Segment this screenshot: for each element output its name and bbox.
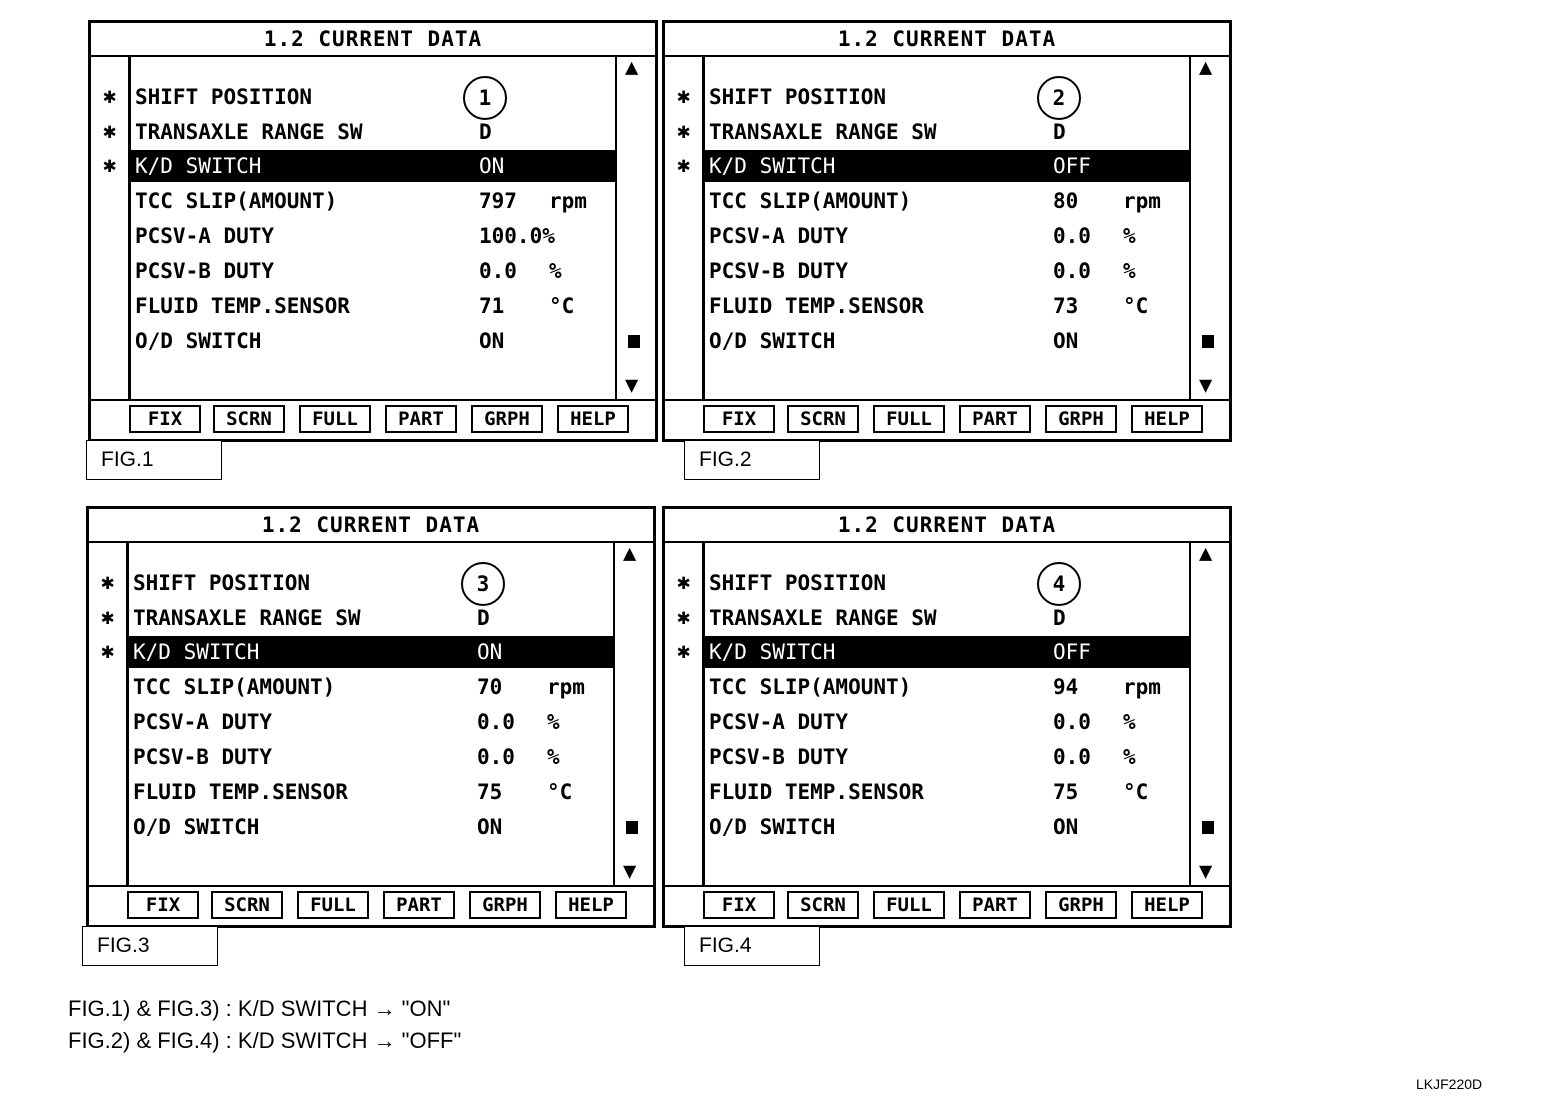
parameter-label: TRANSAXLE RANGE SW [709,120,937,144]
scroll-thumb[interactable] [628,335,640,348]
data-row[interactable] [131,81,615,113]
scroll-up-icon[interactable]: ▲ [1199,55,1213,80]
selected-star-icon: ✱ [103,84,117,109]
parameter-unit: % [1123,745,1136,769]
parameter-value: 0.0 [479,259,517,283]
data-row[interactable] [129,811,613,843]
screen-title: 1.2 CURRENT DATA [665,23,1229,57]
data-row[interactable] [705,150,1189,182]
data-row[interactable] [131,150,615,182]
parameter-value: 94 [1053,675,1079,699]
button-full[interactable]: FULL [873,405,945,433]
selected-star-icon: ✱ [677,119,691,144]
parameter-label: K/D SWITCH [709,154,836,178]
parameter-value: 75 [477,780,503,804]
parameter-value: 71 [479,294,505,318]
parameter-label: TRANSAXLE RANGE SW [135,120,363,144]
parameter-label: TCC SLIP(AMOUNT) [709,675,912,699]
parameter-value: 80 [1053,189,1079,213]
parameter-label: PCSV-B DUTY [133,745,273,769]
data-row[interactable] [705,116,1189,148]
parameter-value: OFF [1053,640,1091,664]
scroll-up-icon[interactable]: ▲ [623,541,637,566]
parameter-value: ON [479,329,505,353]
data-row[interactable] [129,671,613,703]
button-full[interactable]: FULL [873,891,945,919]
selected-star-icon: ✱ [103,153,117,178]
data-row[interactable] [705,290,1189,322]
button-grph[interactable]: GRPH [469,891,541,919]
parameter-label: FLUID TEMP.SENSOR [135,294,350,318]
data-row[interactable] [131,290,615,322]
screen-title: 1.2 CURRENT DATA [91,23,655,57]
screen-title: 1.2 CURRENT DATA [665,509,1229,543]
parameter-label: TRANSAXLE RANGE SW [133,606,361,630]
figure-code: LKJF220D [1416,1076,1483,1092]
parameter-label: FLUID TEMP.SENSOR [709,294,924,318]
figure-label: FIG.2 [684,440,820,480]
callout-number: 1 [463,76,507,120]
data-row[interactable] [129,602,613,634]
button-help[interactable]: HELP [1131,891,1203,919]
button-fix[interactable]: FIX [703,891,775,919]
data-row[interactable] [131,220,615,252]
parameter-label: K/D SWITCH [133,640,260,664]
parameter-value: 0.0 [477,710,515,734]
parameter-label: SHIFT POSITION [709,571,887,595]
button-help[interactable]: HELP [1131,405,1203,433]
parameter-label: FLUID TEMP.SENSOR [709,780,924,804]
callout-number: 4 [1037,562,1081,606]
scrollbar[interactable] [1189,55,1229,401]
data-row[interactable] [129,636,613,668]
parameter-label: PCSV-B DUTY [135,259,275,283]
scan-tool-screen-4 [662,506,1232,928]
parameter-label: FLUID TEMP.SENSOR [133,780,348,804]
button-part[interactable]: PART [959,891,1031,919]
button-scrn[interactable]: SCRN [211,891,283,919]
parameter-value: 797 [479,189,517,213]
selected-star-icon: ✱ [677,570,691,595]
selected-star-icon: ✱ [101,570,115,595]
data-row[interactable] [705,255,1189,287]
button-part[interactable]: PART [959,405,1031,433]
parameter-label: TCC SLIP(AMOUNT) [135,189,338,213]
scroll-down-icon[interactable]: ▼ [623,859,637,884]
figure-label: FIG.3 [82,926,218,966]
data-row[interactable] [705,671,1189,703]
scan-tool-screen-1 [88,20,658,442]
parameter-label: SHIFT POSITION [133,571,311,595]
parameter-label: TRANSAXLE RANGE SW [709,606,937,630]
parameter-value: 73 [1053,294,1079,318]
parameter-value: D [479,120,492,144]
data-row[interactable] [705,185,1189,217]
parameter-value: 0.0 [1053,224,1091,248]
data-row[interactable] [705,776,1189,808]
parameter-value: 75 [1053,780,1079,804]
data-row[interactable] [131,116,615,148]
scroll-thumb[interactable] [1202,335,1214,348]
button-fix[interactable]: FIX [127,891,199,919]
callout-number: 3 [461,562,505,606]
button-grph[interactable]: GRPH [1045,405,1117,433]
parameter-unit: % [549,259,562,283]
parameter-label: TCC SLIP(AMOUNT) [133,675,336,699]
data-list-area [91,55,655,401]
data-row[interactable] [131,185,615,217]
data-row[interactable] [705,325,1189,357]
parameter-unit: rpm [1123,189,1161,213]
parameter-value: 100.0% [479,224,555,248]
selected-star-icon: ✱ [677,605,691,630]
scan-tool-screen-3 [86,506,656,928]
parameter-label: O/D SWITCH [133,815,260,839]
parameter-label: PCSV-A DUTY [135,224,275,248]
data-row[interactable] [705,567,1189,599]
parameter-value: ON [1053,329,1079,353]
parameter-unit: rpm [549,189,587,213]
function-key-bar [665,399,1229,439]
data-rows [129,541,613,887]
parameter-unit: °C [549,294,575,318]
data-list-area [665,55,1229,401]
button-fix[interactable]: FIX [129,405,201,433]
parameter-unit: % [1123,259,1136,283]
button-grph[interactable]: GRPH [1045,891,1117,919]
function-key-bar [89,885,653,925]
caption-note: FIG.2) & FIG.4) : K/D SWITCH → "OFF" [68,1028,462,1053]
selected-star-icon: ✱ [103,119,117,144]
data-row[interactable] [705,636,1189,668]
selected-star-icon: ✱ [101,605,115,630]
button-part[interactable]: PART [383,891,455,919]
parameter-value: 0.0 [1053,259,1091,283]
scrollbar[interactable] [615,55,655,401]
parameter-label: O/D SWITCH [709,815,836,839]
parameter-label: PCSV-B DUTY [709,259,849,283]
data-row[interactable] [129,706,613,738]
parameter-label: PCSV-A DUTY [709,710,849,734]
function-key-bar [665,885,1229,925]
parameter-value: ON [479,154,505,178]
button-full[interactable]: FULL [299,405,371,433]
scrollbar[interactable] [1189,541,1229,887]
parameter-label: PCSV-B DUTY [709,745,849,769]
figure-label: FIG.4 [684,926,820,966]
marker-column [665,55,705,401]
parameter-unit: % [547,745,560,769]
parameter-unit: % [1123,710,1136,734]
selected-star-icon: ✱ [677,639,691,664]
parameter-value: ON [477,815,503,839]
parameter-value: 0.0 [1053,710,1091,734]
parameter-unit: % [1123,224,1136,248]
data-row[interactable] [705,706,1189,738]
button-help[interactable]: HELP [555,891,627,919]
data-row[interactable] [705,220,1189,252]
scroll-down-icon[interactable]: ▼ [1199,859,1213,884]
button-fix[interactable]: FIX [703,405,775,433]
parameter-value: D [1053,120,1066,144]
selected-star-icon: ✱ [677,153,691,178]
scroll-thumb[interactable] [626,821,638,834]
parameter-label: O/D SWITCH [135,329,262,353]
data-row[interactable] [129,567,613,599]
parameter-label: SHIFT POSITION [709,85,887,109]
parameter-unit: °C [1123,780,1149,804]
button-scrn[interactable]: SCRN [787,405,859,433]
parameter-value: D [477,606,490,630]
data-row[interactable] [705,602,1189,634]
data-row[interactable] [129,741,613,773]
parameter-value: 0.0 [1053,745,1091,769]
callout-number: 2 [1037,76,1081,120]
parameter-label: TCC SLIP(AMOUNT) [709,189,912,213]
scroll-up-icon[interactable]: ▲ [625,55,639,80]
parameter-label: PCSV-A DUTY [709,224,849,248]
parameter-unit: % [547,710,560,734]
data-rows [705,541,1189,887]
parameter-value: D [1053,606,1066,630]
data-rows [705,55,1189,401]
button-grph[interactable]: GRPH [471,405,543,433]
scroll-down-icon[interactable]: ▼ [1199,373,1213,398]
selected-star-icon: ✱ [677,84,691,109]
data-rows [131,55,615,401]
scan-tool-screen-2 [662,20,1232,442]
data-row[interactable] [705,811,1189,843]
scroll-up-icon[interactable]: ▲ [1199,541,1213,566]
parameter-value: ON [1053,815,1079,839]
parameter-unit: rpm [547,675,585,699]
data-row[interactable] [129,776,613,808]
data-row[interactable] [705,81,1189,113]
marker-column [91,55,131,401]
parameter-label: O/D SWITCH [709,329,836,353]
marker-column [89,541,129,887]
caption-note: FIG.1) & FIG.3) : K/D SWITCH → "ON" [68,996,451,1021]
button-scrn[interactable]: SCRN [213,405,285,433]
parameter-label: K/D SWITCH [709,640,836,664]
data-list-area [665,541,1229,887]
data-row[interactable] [131,255,615,287]
data-row[interactable] [705,741,1189,773]
parameter-label: SHIFT POSITION [135,85,313,109]
figure-label: FIG.1 [86,440,222,480]
button-full[interactable]: FULL [297,891,369,919]
scroll-down-icon[interactable]: ▼ [625,373,639,398]
parameter-value: ON [477,640,503,664]
parameter-unit: rpm [1123,675,1161,699]
function-key-bar [91,399,655,439]
screen-title: 1.2 CURRENT DATA [89,509,653,543]
parameter-value: 0.0 [477,745,515,769]
data-list-area [89,541,653,887]
marker-column [665,541,705,887]
parameter-label: PCSV-A DUTY [133,710,273,734]
button-part[interactable]: PART [385,405,457,433]
data-row[interactable] [131,325,615,357]
button-help[interactable]: HELP [557,405,629,433]
selected-star-icon: ✱ [101,639,115,664]
scroll-thumb[interactable] [1202,821,1214,834]
parameter-unit: °C [547,780,573,804]
parameter-value: 70 [477,675,503,699]
button-scrn[interactable]: SCRN [787,891,859,919]
parameter-unit: °C [1123,294,1149,318]
parameter-value: OFF [1053,154,1091,178]
parameter-label: K/D SWITCH [135,154,262,178]
scrollbar[interactable] [613,541,653,887]
